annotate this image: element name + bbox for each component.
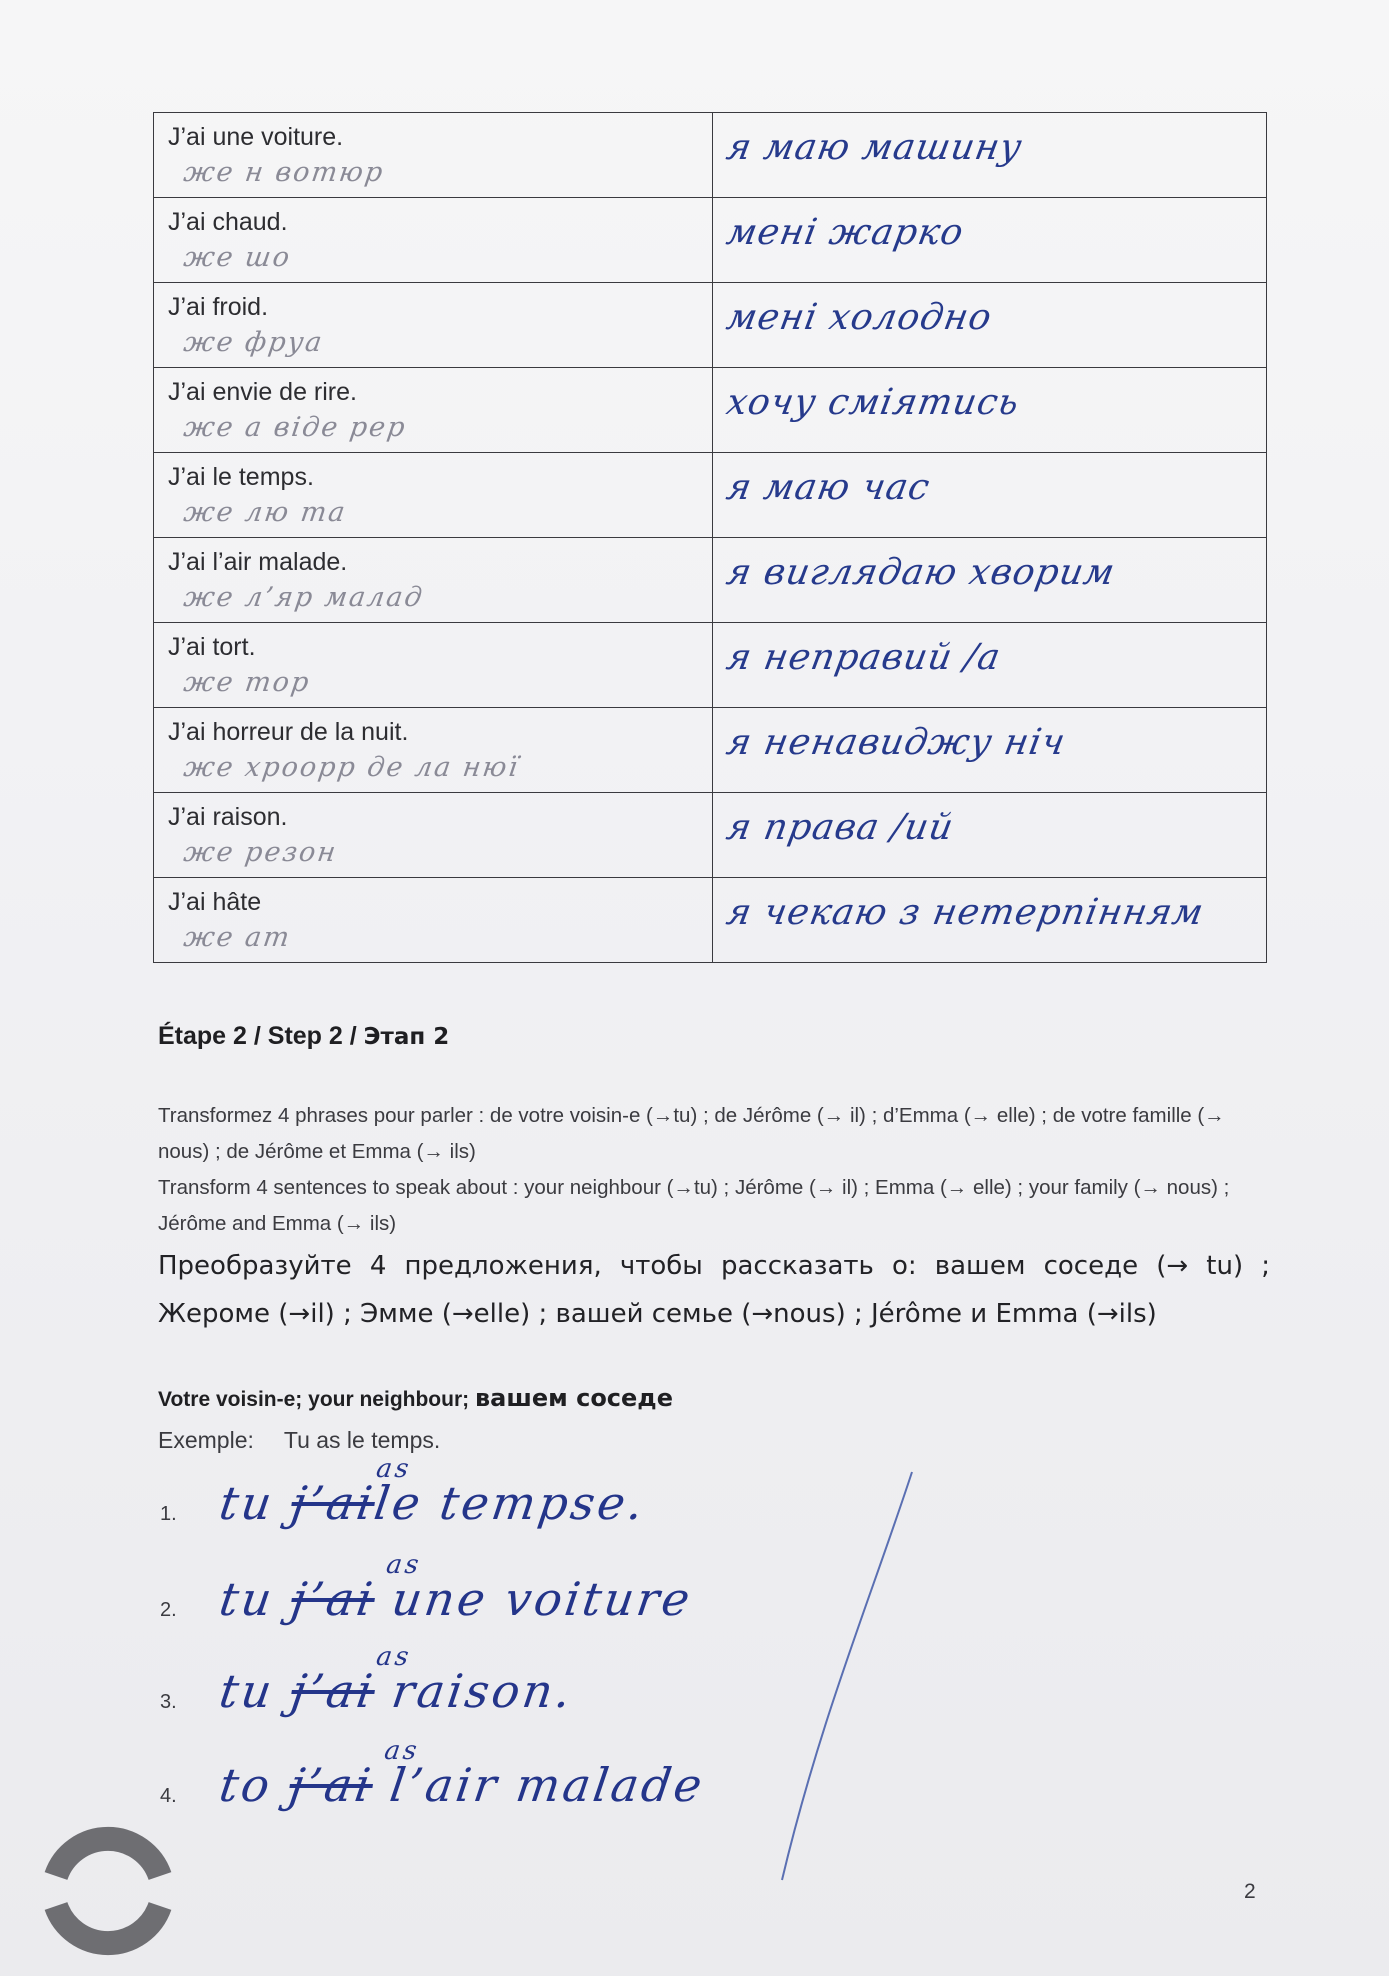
translation-cell <box>713 878 1267 963</box>
pencil-pronunciation: же хроорр де ла нюї <box>181 752 522 783</box>
handwritten-answer <box>216 1550 696 1626</box>
french-cell <box>154 198 713 283</box>
table-row <box>154 368 1267 453</box>
french-phrase: J’ai raison. <box>168 803 288 831</box>
answer-rest: le tempse. <box>370 1476 650 1530</box>
instruction-ru: Преобразуйте 4 предложения, чтобы рассказать о: вашем соседе (→ tu) ; Жероме (→il) ; Эмме (→elle) ; вашей семье (→nous) ; Jérôme и Emma (→ils) <box>158 1251 1270 1329</box>
translation-cell <box>713 368 1267 453</box>
translation-cell <box>713 113 1267 198</box>
struck-verb <box>287 1642 414 1718</box>
french-phrase: J’ai envie de rire. <box>168 378 357 406</box>
french-phrase: J’ai le temps. <box>168 463 314 491</box>
neighbour-heading-ru: вашем соседе <box>474 1384 673 1412</box>
translation-cell <box>713 538 1267 623</box>
answer-number: 2. <box>160 1599 177 1621</box>
translation-cell <box>713 198 1267 283</box>
step-heading-ru: Этап 2 <box>363 1024 450 1050</box>
correction-superscript: as <box>384 1550 424 1580</box>
french-phrase: J’ai horreur de la nuit. <box>168 718 409 746</box>
french-cell <box>154 453 713 538</box>
answer-row <box>160 1454 1060 1530</box>
translation-cell <box>713 623 1267 708</box>
table-row <box>154 198 1267 283</box>
handwritten-translation: мені холодно <box>723 297 996 338</box>
french-cell <box>154 283 713 368</box>
struck-verb-text: j’ai <box>287 1572 379 1626</box>
french-cell <box>154 793 713 878</box>
step-heading-fr-en: Étape 2 / Step 2 / <box>158 1022 364 1050</box>
french-phrase: J’ai tort. <box>168 633 256 661</box>
translation-cell <box>713 283 1267 368</box>
french-phrase: J’ai froid. <box>168 293 269 321</box>
correction-superscript: as <box>374 1642 414 1672</box>
translation-cell <box>713 708 1267 793</box>
french-phrase: J’ai chaud. <box>168 208 288 236</box>
table-row <box>154 538 1267 623</box>
pencil-pronunciation: же шо <box>181 242 294 273</box>
answer-number: 3. <box>160 1691 177 1713</box>
struck-verb <box>287 1550 424 1626</box>
handwritten-translation: я маю час <box>723 467 934 508</box>
table-row <box>154 708 1267 793</box>
table-row <box>154 113 1267 198</box>
step-heading <box>158 1022 449 1051</box>
answer-row <box>160 1736 1060 1812</box>
struck-verb <box>287 1454 414 1530</box>
french-cell <box>154 113 713 198</box>
french-cell <box>154 368 713 453</box>
neighbour-heading <box>158 1384 673 1412</box>
pencil-pronunciation: же тор <box>181 667 313 698</box>
pencil-pronunciation: же ат <box>181 922 294 953</box>
handwritten-translation: я права /ий <box>723 807 957 848</box>
answer-number: 4. <box>160 1785 177 1807</box>
publisher-logo-icon <box>42 1826 174 1956</box>
table-row <box>154 623 1267 708</box>
instruction-en: Transform 4 sentences to speak about : your neighbour (→tu) ; Jérôme (→ il) ; Emma (→ elle) ; your family (→ nous) ; Jérôme and Emma (→ ils) <box>158 1176 1230 1235</box>
example-sentence: Tu as le temps. <box>283 1427 441 1453</box>
pencil-pronunciation: же лю та <box>181 497 349 528</box>
answer-subject: tu <box>216 1664 296 1718</box>
french-phrase: J’ai une voiture. <box>168 123 344 151</box>
handwritten-translation: я чекаю з нетерпінням <box>723 892 1208 933</box>
handwritten-answer <box>216 1454 650 1530</box>
handwritten-translation: мені жарко <box>723 212 968 253</box>
handwritten-translation: я ненавиджу ніч <box>723 722 1069 763</box>
example-label: Exemple: <box>158 1427 254 1453</box>
answer-rest: une voiture <box>370 1572 696 1626</box>
pencil-pronunciation: же л’яр малад <box>181 582 426 613</box>
table-row <box>154 283 1267 368</box>
answer-row <box>160 1642 1060 1718</box>
french-cell <box>154 878 713 963</box>
french-cell <box>154 538 713 623</box>
table-row <box>154 793 1267 878</box>
handwritten-translation: я виглядаю хворим <box>723 552 1119 593</box>
page-number: 2 <box>1244 1880 1256 1903</box>
handwritten-translation: я маю машину <box>723 127 1026 168</box>
answer-rest: raison. <box>370 1664 577 1718</box>
answer-rest: l’air malade <box>369 1758 709 1812</box>
pencil-pronunciation: же фруа <box>181 327 326 358</box>
struck-verb <box>286 1736 422 1812</box>
table-row <box>154 878 1267 963</box>
correction-superscript: as <box>374 1454 414 1484</box>
handwritten-answer <box>216 1642 577 1718</box>
struck-verb-text: j’ai <box>286 1758 377 1812</box>
pencil-pronunciation: же резон <box>181 837 340 868</box>
answer-subject: tu <box>216 1476 296 1530</box>
answer-number: 1. <box>160 1503 177 1525</box>
neighbour-heading-fr-en: Votre voisin-e; your neighbour; <box>158 1388 475 1411</box>
pencil-pronunciation: же н вотюр <box>181 157 387 188</box>
phrase-table <box>153 112 1267 963</box>
correction-superscript: as <box>382 1736 422 1766</box>
french-phrase: J’ai l’air malade. <box>168 548 348 576</box>
answer-subject: tu <box>216 1572 296 1626</box>
pencil-pronunciation: же а віде рер <box>181 412 409 443</box>
french-cell <box>154 708 713 793</box>
french-cell <box>154 623 713 708</box>
handwritten-translation: хочу сміятись <box>723 382 1023 423</box>
answer-subject: to <box>216 1758 294 1812</box>
handwritten-answer <box>216 1736 709 1812</box>
instruction-fr: Transformez 4 phrases pour parler : de votre voisin-e (→tu) ; de Jérôme (→ il) ; d’Emma (→ elle) ; de votre famille (→ nous) ; de Jérôme et Emma (→ ils) <box>158 1104 1225 1163</box>
translation-cell <box>713 793 1267 878</box>
table-row <box>154 453 1267 538</box>
french-phrase: J’ai hâte <box>168 888 262 916</box>
translation-cell <box>713 453 1267 538</box>
answer-row <box>160 1550 1060 1626</box>
handwritten-translation: я неправий /а <box>723 637 1004 678</box>
struck-verb-text: j’ai <box>287 1664 379 1718</box>
struck-verb-text: j’ai <box>287 1476 379 1530</box>
example-line <box>158 1427 440 1454</box>
